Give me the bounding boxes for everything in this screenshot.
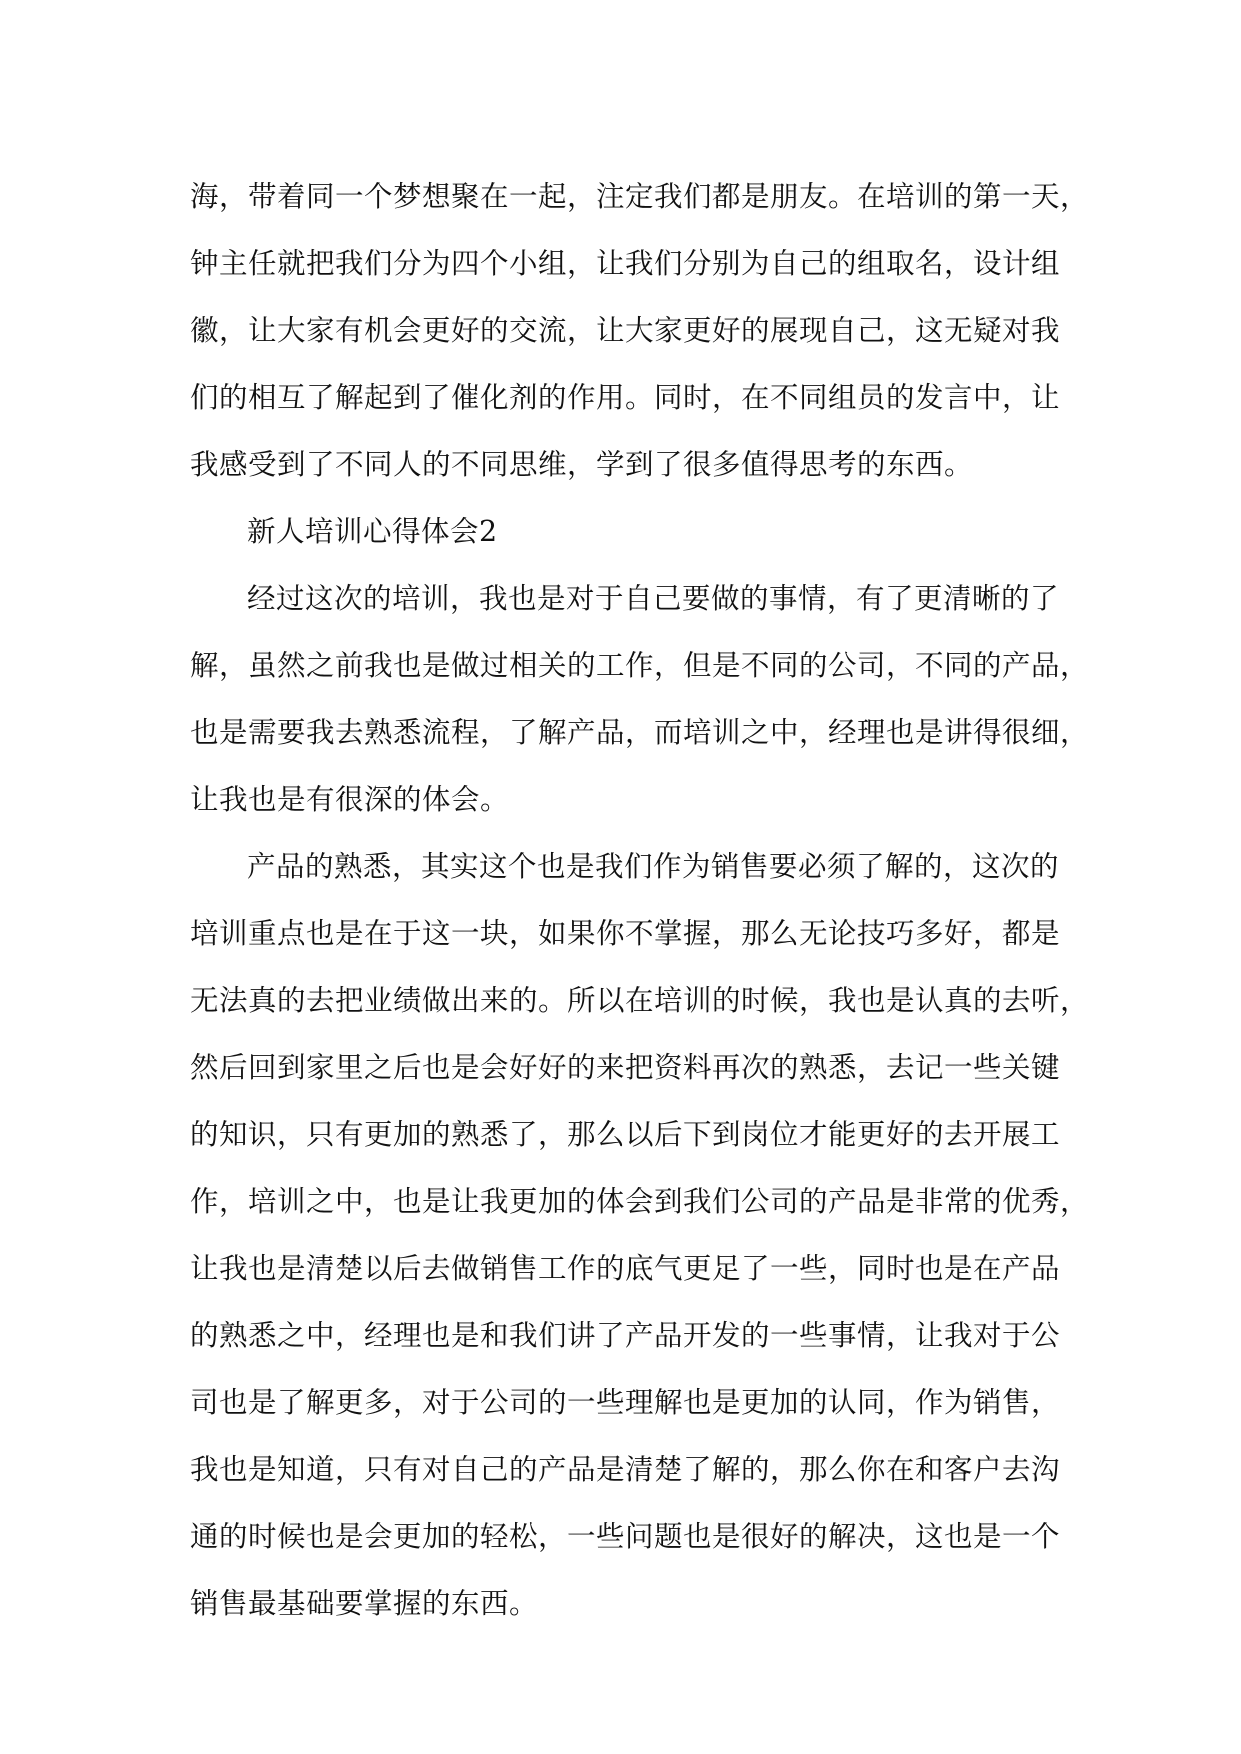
paragraph-2 [190, 565, 1090, 833]
paragraph-3 [190, 833, 1090, 1637]
text-line: 然后回到家里之后也是会好好的来把资料再次的熟悉，去记一些关键 [190, 1051, 1061, 1084]
text-line: 海，带着同一个梦想聚在一起，注定我们都是朋友。在培训的第一天， [190, 180, 1090, 213]
heading-text: 新人培训心得体会2 [247, 515, 498, 548]
text-line: 经过这次的培训，我也是对于自己要做的事情，有了更清晰的了 [247, 582, 1060, 615]
text-line: 通的时候也是会更加的轻松，一些问题也是很好的解决，这也是一个 [190, 1520, 1061, 1553]
text-line: 也是需要我去熟悉流程，了解产品，而培训之中，经理也是讲得很细， [190, 716, 1090, 749]
text-line: 让我也是有很深的体会。 [190, 783, 510, 816]
text-line: 们的相互了解起到了催化剂的作用。同时，在不同组员的发言中，让 [190, 381, 1061, 414]
text-line: 的熟悉之中，经理也是和我们讲了产品开发的一些事情，让我对于公 [190, 1319, 1061, 1352]
text-line: 让我也是清楚以后去做销售工作的底气更足了一些，同时也是在产品 [190, 1252, 1061, 1285]
section-heading [190, 498, 1050, 565]
text-line: 钟主任就把我们分为四个小组，让我们分别为自己的组取名，设计组 [190, 247, 1061, 280]
text-line: 无法真的去把业绩做出来的。所以在培训的时候，我也是认真的去听， [190, 984, 1090, 1017]
text-line: 作，培训之中，也是让我更加的体会到我们公司的产品是非常的优秀， [190, 1185, 1090, 1218]
text-line: 销售最基础要掌握的东西。 [190, 1587, 539, 1620]
text-line: 解，虽然之前我也是做过相关的工作，但是不同的公司，不同的产品， [190, 649, 1090, 682]
text-line: 我感受到了不同人的不同思维，学到了很多值得思考的东西。 [190, 448, 974, 481]
text-line: 培训重点也是在于这一块，如果你不掌握，那么无论技巧多好，都是 [190, 917, 1061, 950]
document-body [190, 163, 1090, 1637]
text-line: 徽，让大家有机会更好的交流，让大家更好的展现自己，这无疑对我 [190, 314, 1061, 347]
paragraph-continued [190, 163, 1090, 498]
text-line: 司也是了解更多，对于公司的一些理解也是更加的认同，作为销售， [190, 1386, 1061, 1419]
text-line: 我也是知道，只有对自己的产品是清楚了解的，那么你在和客户去沟 [190, 1453, 1061, 1486]
text-line: 产品的熟悉，其实这个也是我们作为销售要必须了解的，这次的 [247, 850, 1060, 883]
text-line: 的知识，只有更加的熟悉了，那么以后下到岗位才能更好的去开展工 [190, 1118, 1061, 1151]
